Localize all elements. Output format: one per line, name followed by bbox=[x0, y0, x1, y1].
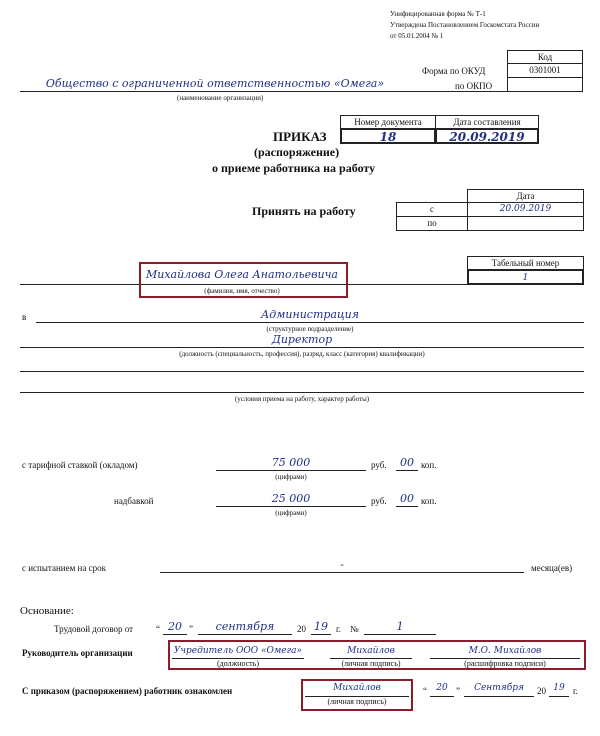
okud-label: Форма по ОКУД bbox=[422, 66, 486, 76]
contract-day-line bbox=[163, 634, 187, 635]
doc-number: 18 bbox=[340, 128, 436, 144]
contract-label: Трудовой договор от bbox=[54, 624, 134, 634]
doc-title: ПРИКАЗ bbox=[273, 129, 327, 144]
bonus-value: 25 000 bbox=[271, 492, 311, 505]
bonus-kop: коп. bbox=[421, 496, 437, 506]
basis-label: Основание: bbox=[20, 605, 74, 617]
ack-day: 20 bbox=[436, 683, 448, 693]
ack-quote-close: ” bbox=[456, 686, 460, 696]
probation-value: - bbox=[340, 558, 344, 571]
head-position: Учредитель ООО «Омега» bbox=[173, 646, 303, 656]
contract-year-prefix: 20 bbox=[297, 624, 306, 634]
form-note-2: Утверждена Постановлением Госкомстата России bbox=[390, 21, 540, 29]
contract-number: 1 bbox=[396, 620, 404, 633]
probation-label: с испытанием на срок bbox=[22, 563, 106, 573]
okud-code: 0301001 bbox=[507, 63, 583, 78]
head-signature-caption: (личная подпись) bbox=[341, 659, 401, 668]
conditions-caption: (условия приема на работу, характер работы) bbox=[234, 395, 370, 403]
contract-quote-open: “ bbox=[156, 624, 160, 634]
ack-quote-open: “ bbox=[423, 686, 427, 696]
head-signature: Михайлов bbox=[347, 646, 395, 656]
probation-line bbox=[160, 572, 524, 573]
rate-line bbox=[216, 470, 366, 471]
organization-caption: (наименование организации) bbox=[177, 94, 264, 102]
tab-number: 1 bbox=[467, 269, 584, 285]
bonus-rub: руб. bbox=[371, 496, 387, 506]
in-label: в bbox=[22, 312, 27, 322]
head-position-caption: (должность) bbox=[217, 659, 259, 668]
contract-num-label: № bbox=[350, 624, 359, 634]
organization-line bbox=[20, 91, 507, 92]
rate-rub: руб. bbox=[371, 460, 387, 470]
code-header: Код bbox=[507, 50, 583, 64]
probation-unit: месяца(ев) bbox=[531, 563, 573, 573]
contract-year-label: г. bbox=[336, 624, 341, 634]
hire-to-label: по bbox=[396, 216, 468, 231]
ack-year-line bbox=[549, 696, 569, 697]
okpo-label: по ОКПО bbox=[455, 81, 493, 91]
rate-kop-line bbox=[396, 470, 418, 471]
contract-year: 19 bbox=[314, 620, 328, 633]
hire-date-header: Дата bbox=[467, 189, 584, 203]
doc-date: 20.09.2019 bbox=[435, 128, 539, 144]
head-decoding: М.О. Михайлов bbox=[468, 646, 542, 656]
acknowledge-highlight bbox=[301, 679, 413, 711]
tab-number-header: Табельный номер bbox=[467, 256, 584, 270]
okpo-code bbox=[507, 77, 583, 92]
department-caption: (структурное подразделение) bbox=[266, 325, 354, 333]
conditions-line-1 bbox=[20, 371, 584, 372]
acknowledge-signature-caption: (личная подпись) bbox=[327, 697, 387, 706]
ack-month: Сентября bbox=[474, 683, 524, 693]
doc-subtitle: (распоряжение) bbox=[254, 145, 340, 159]
ack-year: 19 bbox=[553, 683, 565, 693]
head-label: Руководитель организации bbox=[22, 648, 133, 658]
bonus-label: надбавкой bbox=[114, 496, 154, 506]
doc-number-header: Номер документа bbox=[340, 115, 436, 129]
employee-caption: (фамилия, имя, отчество) bbox=[204, 287, 280, 295]
rate-label: с тарифной ставкой (окладом) bbox=[22, 460, 138, 470]
contract-number-line bbox=[364, 634, 436, 635]
hire-to-date bbox=[467, 216, 584, 231]
form-note-1: Унифицированная форма № Т-1 bbox=[390, 10, 486, 18]
department-value: Администрация bbox=[260, 308, 360, 321]
hire-from-label: с bbox=[396, 202, 468, 217]
acknowledge-signature: Михайлов bbox=[333, 683, 381, 693]
contract-month: сентября bbox=[215, 620, 275, 633]
contract-quote-close: ” bbox=[189, 624, 193, 634]
department-line bbox=[36, 322, 584, 323]
doc-date-header: Дата составления bbox=[435, 115, 539, 129]
head-highlight bbox=[168, 640, 586, 670]
position-line bbox=[20, 347, 584, 348]
rate-caption: (цифрами) bbox=[275, 473, 307, 481]
contract-year-line bbox=[311, 634, 331, 635]
organization-name: Общество с ограниченной ответственностью «Омега» bbox=[45, 77, 385, 90]
rate-kop-value: 00 bbox=[400, 456, 414, 469]
conditions-line-2 bbox=[20, 392, 584, 393]
doc-subject: о приеме работника на работу bbox=[212, 161, 376, 175]
contract-month-line bbox=[198, 634, 292, 635]
rate-value: 75 000 bbox=[271, 456, 311, 469]
employee-highlight bbox=[139, 262, 348, 298]
position-caption: (должность (специальность, профессия), разряд, класс (категория) квалификации) bbox=[179, 350, 425, 358]
employee-name: Михайлова Олега Анатольевича bbox=[145, 268, 338, 281]
head-decoding-caption: (расшифровка подписи) bbox=[464, 659, 546, 668]
hire-label: Принять на работу bbox=[252, 204, 356, 218]
ack-day-line bbox=[430, 696, 454, 697]
rate-kop: коп. bbox=[421, 460, 437, 470]
position-value: Директор bbox=[271, 333, 333, 346]
bonus-line bbox=[216, 506, 366, 507]
bonus-kop-line bbox=[396, 506, 418, 507]
bonus-kop-value: 00 bbox=[400, 492, 414, 505]
bonus-caption: (цифрами) bbox=[275, 509, 307, 517]
ack-year-label: г. bbox=[573, 686, 578, 696]
contract-day: 20 bbox=[168, 620, 182, 633]
hire-from-date: 20.09.2019 bbox=[467, 202, 584, 217]
ack-year-prefix: 20 bbox=[537, 686, 546, 696]
ack-month-line bbox=[464, 696, 534, 697]
form-note-3: от 05.01.2004 № 1 bbox=[390, 32, 444, 40]
acknowledge-label: С приказом (распоряжением) работник ознакомлен bbox=[22, 686, 233, 696]
